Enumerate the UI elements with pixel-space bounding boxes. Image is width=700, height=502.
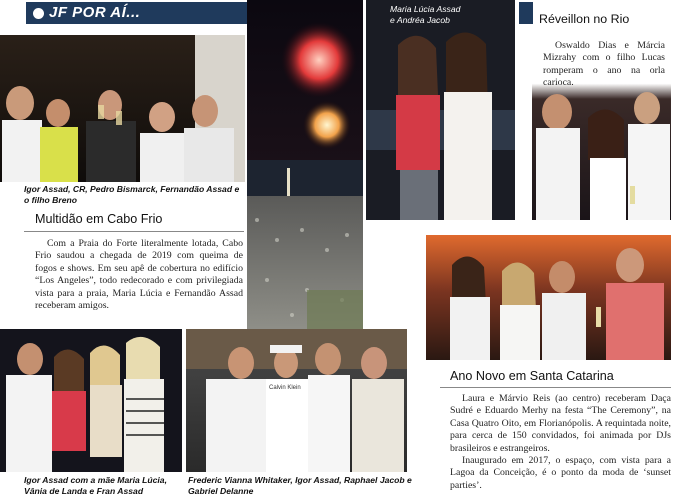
shirt-brand-text: Calvin Klein xyxy=(269,385,301,391)
caption-four-men: Frederic Vianna Whitaker, Igor Assad, Raphael Jacob e Gabriel Delanne xyxy=(188,475,412,496)
photo-four-men xyxy=(186,329,407,472)
body-santa-catarina: Laura e Márvio Reis (ao centro) receberam Daça Sudré e Eduardo Merhy na festa “The Ceremony”, na Casa Quatro Oito, em Florianópolis. A requintada noite, para cerca de 150 convidados, foi animada por DJs brasileiros e estrangeiros. Inaugurado em 2017, o espaço, com vista para a Lagoa da Conceição, é o ponto da moda de ‘sunset parties’. xyxy=(450,393,671,491)
section-title: JF POR AÍ... xyxy=(49,4,141,21)
body-cabo-frio: Com a Praia do Forte literalmente lotada, Cabo Frio saudou a chegada de 2019 com queima de fogos e shows. Em seu apê de cobertura no edifício “Los Angeles”, todo redecorado e com privilegiada vista para a praia, Maria Lúcia e Fernandão Assad receberam amigos. xyxy=(35,238,243,312)
caption-group-toast: Igor Assad, CR, Pedro Bismarck, Fernandão Assad e o filho Breno xyxy=(24,184,240,205)
photo-fireworks-beach xyxy=(247,0,363,330)
headline-reveillon: Réveillon no Rio xyxy=(539,12,630,26)
caption-mother-group: Igor Assad com a mãe Maria Lúcia, Vânia de Landa e Fran Assad xyxy=(24,475,167,496)
divider-santa-catarina xyxy=(440,387,671,388)
photo-reveillon-family xyxy=(532,0,671,220)
divider-cabo-frio xyxy=(24,231,244,232)
body-reveillon: Oswaldo Dias e Márcia Mizrahy com o filho Lucas romperam o ano na orla carioca. xyxy=(543,40,665,89)
bullet-dot-icon xyxy=(33,8,44,19)
photo-group-toast xyxy=(0,35,245,182)
photo-santa-catarina-party xyxy=(426,235,671,360)
headline-cabo-frio: Multidão em Cabo Frio xyxy=(35,212,163,226)
headline-santa-catarina: Ano Novo em Santa Catarina xyxy=(450,369,614,383)
reveillon-header-accent xyxy=(519,2,533,24)
photo-two-women xyxy=(366,0,515,220)
caption-two-women: Maria Lúcia Assad e Andréa Jacob xyxy=(390,4,461,25)
photo-mother-group xyxy=(0,329,182,472)
